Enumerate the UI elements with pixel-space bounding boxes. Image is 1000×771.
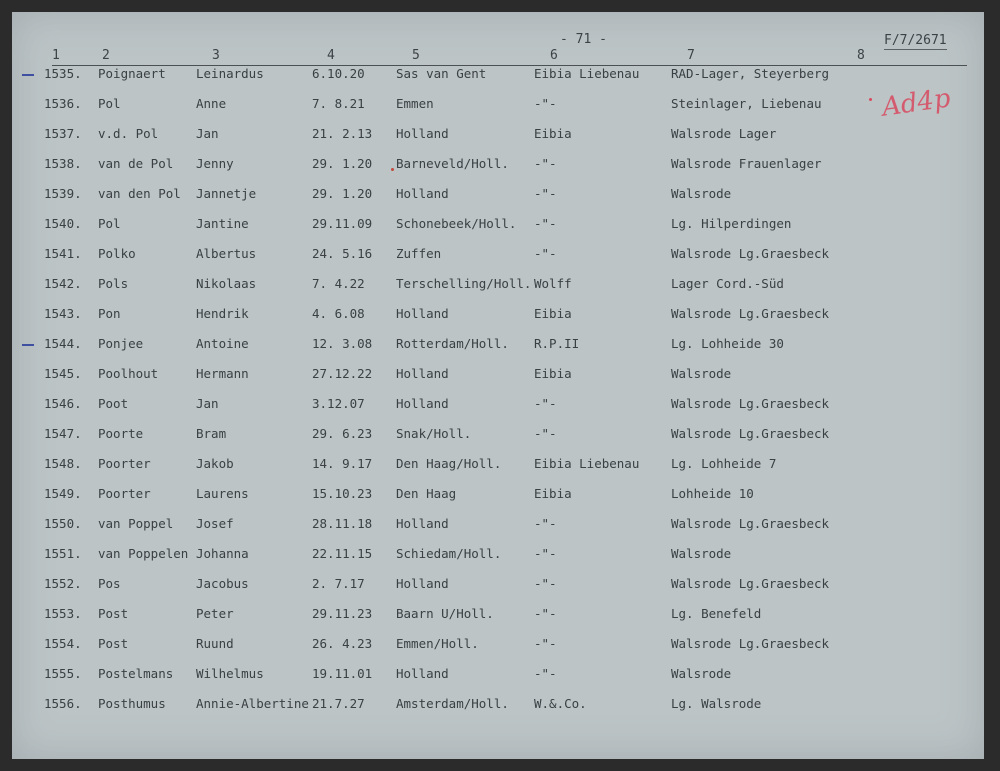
birth-date: 14. 9.17 bbox=[312, 456, 373, 471]
first-name: Antoine bbox=[196, 336, 249, 351]
employer: -"- bbox=[534, 426, 557, 441]
place-of-origin: Holland bbox=[396, 366, 449, 381]
birth-date: 15.10.23 bbox=[312, 486, 373, 501]
surname: Polko bbox=[98, 246, 136, 261]
table-row bbox=[12, 246, 984, 266]
table-row bbox=[12, 306, 984, 326]
employer: -"- bbox=[534, 606, 557, 621]
first-name: Wilhelmus bbox=[196, 666, 264, 681]
first-name: Jan bbox=[196, 396, 219, 411]
employer: -"- bbox=[534, 246, 557, 261]
place-of-origin: Den Haag bbox=[396, 486, 457, 501]
column-number: 7 bbox=[687, 48, 695, 63]
entry-number: 1551. bbox=[44, 546, 82, 561]
place-of-origin: Den Haag/Holl. bbox=[396, 456, 502, 471]
table-row bbox=[12, 606, 984, 626]
camp-location: Walsrode bbox=[671, 186, 732, 201]
surname: Pols bbox=[98, 276, 129, 291]
employer: Eibia bbox=[534, 126, 572, 141]
table-row bbox=[12, 276, 984, 296]
table-row bbox=[12, 636, 984, 656]
entry-number: 1538. bbox=[44, 156, 82, 171]
birth-date: 19.11.01 bbox=[312, 666, 373, 681]
birth-date: 29. 6.23 bbox=[312, 426, 373, 441]
entry-number: 1546. bbox=[44, 396, 82, 411]
birth-date: 12. 3.08 bbox=[312, 336, 373, 351]
surname: Pol bbox=[98, 96, 121, 111]
employer: Eibia bbox=[534, 366, 572, 381]
birth-date: 29.11.23 bbox=[312, 606, 373, 621]
entry-number: 1553. bbox=[44, 606, 82, 621]
entry-number: 1549. bbox=[44, 486, 82, 501]
margin-mark bbox=[22, 344, 34, 346]
first-name: Josef bbox=[196, 516, 234, 531]
table-row bbox=[12, 336, 984, 356]
place-of-origin: Holland bbox=[396, 126, 449, 141]
birth-date: 22.11.15 bbox=[312, 546, 373, 561]
birth-date: 27.12.22 bbox=[312, 366, 373, 381]
camp-location: Walsrode Lg.Graesbeck bbox=[671, 636, 830, 651]
camp-location: Walsrode bbox=[671, 546, 732, 561]
birth-date: 28.11.18 bbox=[312, 516, 373, 531]
first-name: Ruund bbox=[196, 636, 234, 651]
surname: van Poppel bbox=[98, 516, 174, 531]
surname: van de Pol bbox=[98, 156, 174, 171]
camp-location: Walsrode bbox=[671, 666, 732, 681]
place-of-origin: Holland bbox=[396, 516, 449, 531]
column-number: 6 bbox=[550, 48, 558, 63]
employer: -"- bbox=[534, 636, 557, 651]
camp-location: Walsrode Lg.Graesbeck bbox=[671, 396, 830, 411]
entry-number: 1537. bbox=[44, 126, 82, 141]
table-row bbox=[12, 456, 984, 476]
camp-location: Lg. Lohheide 30 bbox=[671, 336, 784, 351]
first-name: Jan bbox=[196, 126, 219, 141]
entry-number: 1536. bbox=[44, 96, 82, 111]
camp-location: Lg. Lohheide 7 bbox=[671, 456, 777, 471]
birth-date: 24. 5.16 bbox=[312, 246, 373, 261]
first-name: Jenny bbox=[196, 156, 234, 171]
first-name: Albertus bbox=[196, 246, 257, 261]
table-row bbox=[12, 696, 984, 716]
birth-date: 4. 6.08 bbox=[312, 306, 365, 321]
employer: -"- bbox=[534, 396, 557, 411]
camp-location: Walsrode Lg.Graesbeck bbox=[671, 306, 830, 321]
camp-location: Walsrode bbox=[671, 366, 732, 381]
margin-mark bbox=[22, 74, 34, 76]
entry-number: 1535. bbox=[44, 66, 82, 81]
surname: Post bbox=[98, 606, 129, 621]
camp-location: Lg. Hilperdingen bbox=[671, 216, 792, 231]
camp-location: Steinlager, Liebenau bbox=[671, 96, 822, 111]
place-of-origin: Baarn U/Holl. bbox=[396, 606, 494, 621]
entry-number: 1555. bbox=[44, 666, 82, 681]
camp-location: Lager Cord.-Süd bbox=[671, 276, 784, 291]
table-row bbox=[12, 486, 984, 506]
surname: Poolhout bbox=[98, 366, 159, 381]
birth-date: 21. 2.13 bbox=[312, 126, 373, 141]
employer: -"- bbox=[534, 576, 557, 591]
surname: van den Pol bbox=[98, 186, 181, 201]
surname: Poot bbox=[98, 396, 129, 411]
first-name: Jacobus bbox=[196, 576, 249, 591]
table-row bbox=[12, 156, 984, 176]
surname: Posthumus bbox=[98, 696, 166, 711]
column-number: 1 bbox=[52, 48, 60, 63]
place-of-origin: Schonebeek/Holl. bbox=[396, 216, 517, 231]
employer: -"- bbox=[534, 666, 557, 681]
camp-location: Walsrode Lg.Graesbeck bbox=[671, 516, 830, 531]
first-name: Leinardus bbox=[196, 66, 264, 81]
camp-location: Lg. Benefeld bbox=[671, 606, 762, 621]
surname: Post bbox=[98, 636, 129, 651]
surname: Pon bbox=[98, 306, 121, 321]
employer: -"- bbox=[534, 216, 557, 231]
camp-location: Walsrode Lg.Graesbeck bbox=[671, 426, 830, 441]
place-of-origin: Amsterdam/Holl. bbox=[396, 696, 509, 711]
page-number: - 71 - bbox=[560, 32, 607, 47]
employer: -"- bbox=[534, 186, 557, 201]
camp-location: Walsrode Lg.Graesbeck bbox=[671, 576, 830, 591]
table-row bbox=[12, 186, 984, 206]
first-name: Peter bbox=[196, 606, 234, 621]
document-sheet bbox=[12, 12, 984, 759]
employer: -"- bbox=[534, 156, 557, 171]
surname: Postelmans bbox=[98, 666, 174, 681]
place-of-origin: Rotterdam/Holl. bbox=[396, 336, 509, 351]
first-name: Jannetje bbox=[196, 186, 257, 201]
column-number: 3 bbox=[212, 48, 220, 63]
column-number: 4 bbox=[327, 48, 335, 63]
entry-number: 1543. bbox=[44, 306, 82, 321]
place-of-origin: Zuffen bbox=[396, 246, 442, 261]
table-row bbox=[12, 546, 984, 566]
place-of-origin: Barneveld/Holl. bbox=[396, 156, 509, 171]
birth-date: 7. 4.22 bbox=[312, 276, 365, 291]
column-number: 2 bbox=[102, 48, 110, 63]
entry-number: 1542. bbox=[44, 276, 82, 291]
table-row bbox=[12, 126, 984, 146]
birth-date: 6.10.20 bbox=[312, 66, 365, 81]
camp-location: RAD-Lager, Steyerberg bbox=[671, 66, 830, 81]
table-row bbox=[12, 216, 984, 236]
entry-number: 1540. bbox=[44, 216, 82, 231]
table-row bbox=[12, 96, 984, 116]
surname: Ponjee bbox=[98, 336, 144, 351]
surname: Poorte bbox=[98, 426, 144, 441]
column-number: 8 bbox=[857, 48, 865, 63]
column-number: 5 bbox=[412, 48, 420, 63]
camp-location: Walsrode Lg.Graesbeck bbox=[671, 246, 830, 261]
employer: Eibia bbox=[534, 306, 572, 321]
place-of-origin: Schiedam/Holl. bbox=[396, 546, 502, 561]
table-row bbox=[12, 66, 984, 86]
birth-date: 7. 8.21 bbox=[312, 96, 365, 111]
place-of-origin: Holland bbox=[396, 396, 449, 411]
employer: Eibia Liebenau bbox=[534, 66, 640, 81]
employer: -"- bbox=[534, 546, 557, 561]
surname: v.d. Pol bbox=[98, 126, 159, 141]
employer: -"- bbox=[534, 96, 557, 111]
place-of-origin: Sas van Gent bbox=[396, 66, 487, 81]
first-name: Bram bbox=[196, 426, 227, 441]
entry-number: 1548. bbox=[44, 456, 82, 471]
entry-number: 1544. bbox=[44, 336, 82, 351]
place-of-origin: Holland bbox=[396, 576, 449, 591]
handwritten-stamp: Ad4p bbox=[880, 83, 953, 123]
entry-number: 1550. bbox=[44, 516, 82, 531]
surname: Poorter bbox=[98, 486, 151, 501]
employer: R.P.II bbox=[534, 336, 580, 351]
birth-date: 29. 1.20 bbox=[312, 186, 373, 201]
birth-date: 29. 1.20 bbox=[312, 156, 373, 171]
entry-number: 1539. bbox=[44, 186, 82, 201]
first-name: Nikolaas bbox=[196, 276, 257, 291]
birth-date: 29.11.09 bbox=[312, 216, 373, 231]
entry-number: 1541. bbox=[44, 246, 82, 261]
place-of-origin: Emmen bbox=[396, 96, 434, 111]
entry-number: 1545. bbox=[44, 366, 82, 381]
first-name: Hendrik bbox=[196, 306, 249, 321]
table-row bbox=[12, 666, 984, 686]
camp-location: Walsrode Lager bbox=[671, 126, 777, 141]
surname: Poignaert bbox=[98, 66, 166, 81]
employer: Wolff bbox=[534, 276, 572, 291]
surname: van Poppelen bbox=[98, 546, 189, 561]
entry-number: 1556. bbox=[44, 696, 82, 711]
first-name: Anne bbox=[196, 96, 227, 111]
place-of-origin: Holland bbox=[396, 666, 449, 681]
table-row bbox=[12, 516, 984, 536]
first-name: Johanna bbox=[196, 546, 249, 561]
table-row bbox=[12, 366, 984, 386]
archive-reference: F/7/2671 bbox=[884, 33, 947, 48]
birth-date: 26. 4.23 bbox=[312, 636, 373, 651]
first-name: Jakob bbox=[196, 456, 234, 471]
employer: -"- bbox=[534, 516, 557, 531]
first-name: Laurens bbox=[196, 486, 249, 501]
birth-date: 21.7.27 bbox=[312, 696, 365, 711]
camp-location: Walsrode Frauenlager bbox=[671, 156, 822, 171]
employer: W.&.Co. bbox=[534, 696, 587, 711]
first-name: Jantine bbox=[196, 216, 249, 231]
entry-number: 1554. bbox=[44, 636, 82, 651]
place-of-origin: Emmen/Holl. bbox=[396, 636, 479, 651]
table-row bbox=[12, 576, 984, 596]
birth-date: 3.12.07 bbox=[312, 396, 365, 411]
place-of-origin: Holland bbox=[396, 186, 449, 201]
place-of-origin: Holland bbox=[396, 306, 449, 321]
table-row bbox=[12, 426, 984, 446]
first-name: Hermann bbox=[196, 366, 249, 381]
surname: Pos bbox=[98, 576, 121, 591]
place-of-origin: Snak/Holl. bbox=[396, 426, 472, 441]
place-of-origin: Terschelling/Holl. bbox=[396, 276, 532, 291]
entry-number: 1552. bbox=[44, 576, 82, 591]
employer: Eibia Liebenau bbox=[534, 456, 640, 471]
table-row bbox=[12, 396, 984, 416]
camp-location: Lg. Walsrode bbox=[671, 696, 762, 711]
birth-date: 2. 7.17 bbox=[312, 576, 365, 591]
first-name: Annie-Albertine bbox=[196, 696, 309, 711]
camp-location: Lohheide 10 bbox=[671, 486, 754, 501]
surname: Poorter bbox=[98, 456, 151, 471]
entry-number: 1547. bbox=[44, 426, 82, 441]
employer: Eibia bbox=[534, 486, 572, 501]
surname: Pol bbox=[98, 216, 121, 231]
